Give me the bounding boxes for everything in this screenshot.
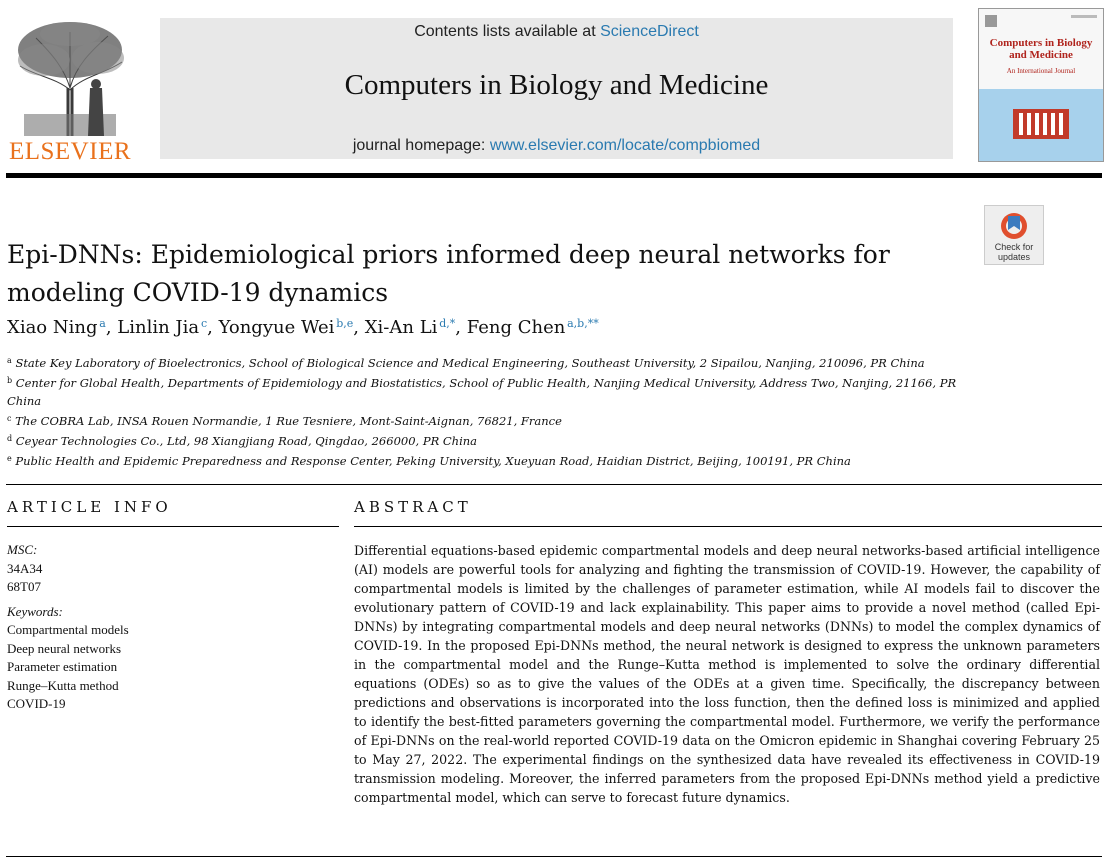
author-name[interactable]: Feng Chen <box>466 317 566 338</box>
journal-title: Computers in Biology and Medicine <box>344 69 769 101</box>
cover-title: Computers in Biology and Medicine <box>989 37 1093 61</box>
affiliation-text: The COBRA Lab, INSA Rouen Normandie, 1 Rue Tesniere, Mont-Saint-Aignan, 76821, France <box>15 414 562 428</box>
author-name[interactable]: Xi-An Li <box>364 317 438 338</box>
author-affil-ref[interactable]: a,b,** <box>567 317 599 330</box>
affiliation <box>7 352 967 372</box>
homepage-link[interactable]: www.elsevier.com/locate/compbiomed <box>489 137 761 154</box>
affiliation-marker: b <box>7 376 13 385</box>
author-affil-ref[interactable]: a <box>99 317 106 330</box>
section-rule <box>6 484 1102 485</box>
cover-logo-icon <box>979 9 1103 29</box>
homepage-prefix: journal homepage: <box>352 137 490 154</box>
check-updates-line1: Check for <box>994 242 1034 252</box>
keyword: COVID-19 <box>7 696 66 711</box>
affiliation-marker: d <box>7 434 13 443</box>
affiliation <box>7 450 967 470</box>
header-rule <box>6 173 1102 178</box>
affiliation-marker: a <box>7 356 12 365</box>
msc-code: 34A34 <box>7 560 43 576</box>
article-title: Epi-DNNs: Epidemiological priors informed deep neural networks for modeling COVID-19 dynamics <box>7 240 890 307</box>
author-list: Xiao Ning $^a$, Linlin Jia $^c$, Yongyue Wei $^{b,e}$, Xi-An Li $^{d,*}$, Feng Chen $^{a,b,**}$ <box>7 317 599 338</box>
keyword: Runge–Kutta method <box>7 677 119 693</box>
affiliation-text: Ceyear Technologies Co., Ltd, 98 Xiangjiang Road, Qingdao, 266000, PR China <box>15 434 478 448</box>
affiliation-marker: e <box>7 454 12 463</box>
check-updates-label <box>985 242 1043 262</box>
author-name[interactable]: Linlin Jia <box>117 317 200 338</box>
keyword: Parameter estimation <box>7 659 118 674</box>
publisher-name: ELSEVIER <box>8 138 132 165</box>
article-info-rule <box>7 526 339 527</box>
sciencedirect-link[interactable]: ScienceDirect <box>600 23 699 40</box>
author-name[interactable]: Xiao Ning <box>7 317 98 338</box>
journal-cover <box>978 8 1104 162</box>
affiliation <box>7 410 967 430</box>
author-affil-ref[interactable]: b,e <box>336 317 354 330</box>
journal-header <box>0 0 1112 172</box>
affiliation-list <box>7 352 967 470</box>
author-affil-ref[interactable]: d,* <box>439 317 456 330</box>
affiliation <box>7 430 967 450</box>
affiliation-marker: c <box>7 414 12 423</box>
msc-code: 68T07 <box>7 579 41 594</box>
article-info <box>7 541 337 714</box>
abstract-heading: ABSTRACT <box>354 498 472 516</box>
check-for-updates-button[interactable] <box>984 205 1044 265</box>
contents-line <box>160 23 953 41</box>
contents-prefix: Contents lists available at <box>414 23 601 40</box>
homepage-line <box>160 137 953 155</box>
cover-artwork <box>979 89 1103 161</box>
keyword: Compartmental models <box>7 622 129 637</box>
article-info-heading: ARTICLE INFO <box>7 498 172 516</box>
abstract-text: Differential equations-based epidemic compartmental models and deep neural networks-based artificial intelligence (AI) models are powerful tools for analyzing and fighting the transmission of COVID-19. However, the capability of compartmental models is limited by the challenges of parameter estimation, while AI models fail to discover the evolutionary pattern of COVID-19 and lack explainability. This paper aims to provide a novel method (called Epi-DNNs) by integrating compartmental models and deep neural networks (DNNs) to model the complex dynamics of COVID-19. In the proposed Epi-DNNs method, the neural network is designed to express the unknown parameters in the compartmental model and the Runge–Kutta method is implemented to solve the ordinary differential equations (ODEs) so as to give the values of the ODEs at a given time. Specifically, the discrepancy between predictions and observations is incorporated into the loss function, then the defined loss is minimized and applied to identify the best-fitted parameters governing the compartmental model. Furthermore, we verify the performance of Epi-DNNs on the real-world reported COVID-19 data on the Omicron epidemic in Shanghai covering February 25 to May 27, 2022. The experimental findings on the synthesized data have revealed its effectiveness in COVID-19 transmission modeling. Moreover, the inferred parameters from the proposed Epi-DNNs method yield a predictive compartmental model, which can serve to forecast future dynamics. <box>354 543 1100 805</box>
affiliation <box>7 372 957 410</box>
abstract-rule <box>354 526 1102 527</box>
journal-band <box>160 18 953 159</box>
keywords-label: Keywords: <box>7 603 63 619</box>
cover-subtitle: An International Journal <box>1006 67 1076 75</box>
check-updates-icon <box>985 206 1043 242</box>
check-updates-line2: updates <box>997 252 1031 262</box>
affiliation-text: Public Health and Epidemic Preparedness and Response Center, Peking University, Xueyuan Road, Haidian District, Beijing, 100191, PR China <box>15 454 851 468</box>
keyword: Deep neural networks <box>7 640 122 656</box>
bottom-rule <box>6 856 1102 857</box>
msc-label: MSC: <box>7 542 38 557</box>
affiliation-text: State Key Laboratory of Bioelectronics, School of Biological Science and Medical Engineering, Southeast University, 2 Sipailou, Nanjing, 210096, PR China <box>15 356 925 370</box>
affiliation-text: Center for Global Health, Departments of Epidemiology and Biostatistics, School of Public Health, Nanjing Medical University, Address Two, Nanjing, 21166, PR China <box>7 376 957 408</box>
author-name[interactable]: Yongyue Wei <box>218 317 335 338</box>
author-affil-ref[interactable]: c <box>200 317 208 330</box>
